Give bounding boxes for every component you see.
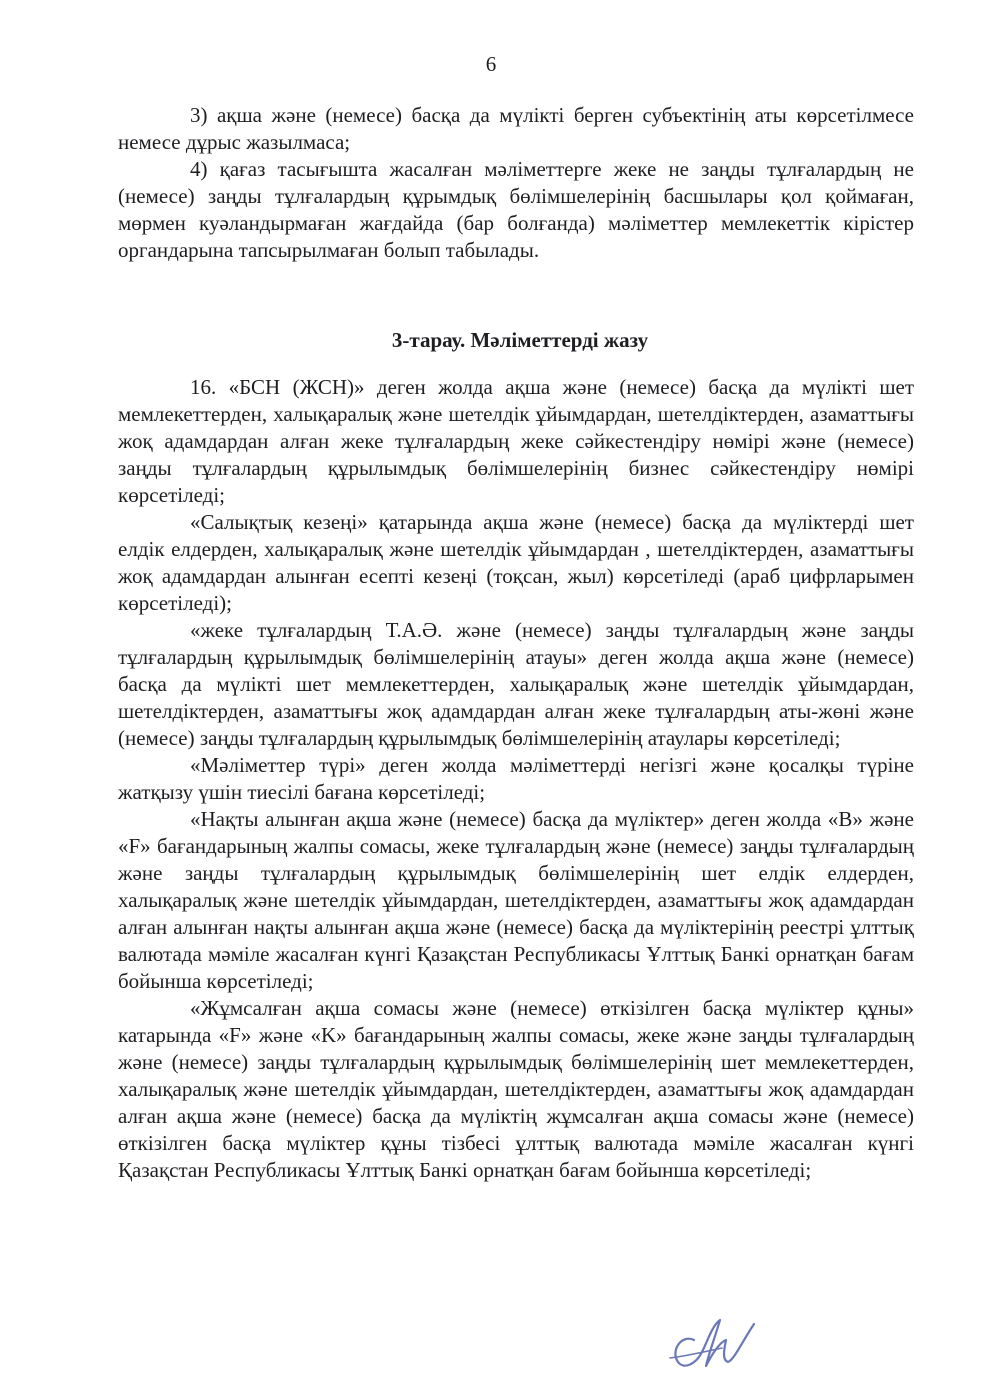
paragraph: «Жұмсалған ақша сомасы және (немесе) өткізілген басқа мүліктер құны» катарында «F» және «K» бағандарының жалпы сомасы, жеке және заңды тұлғалардың және (немесе) заңды тұлғалардың құрылымдық бөлімшелерінің шет мемлекеттерден, халықаралық және шетелдік ұйымдардан, шетелдіктерден, азаматтығы жоқ адамдардан алған ақша және (немесе) басқа да мүліктің жұмсалған ақша сомасы және (немесе) өткізілген басқа мүліктер құны тізбесі ұлттық валютада мәміле жасалған күнгі Қазақстан Республикасы Ұлттық Банкі орнатқан бағам бойынша көрсетіледі; — [118, 996, 914, 1182]
chapter-heading: 3-тарау. Мәліметтерді жазу — [391, 328, 649, 352]
paragraph: «Нақты алынған ақша және (немесе) басқа да мүліктер» деген жолда «B» және «F» бағандарының жалпы сомасы, жеке тұлғалардың және (немесе) заңды тұлғалардың және заңды тұлғалардың құрылымдық бөлімшелерінің шет елдік елдерден, халықаралық және шетелдік ұйымдардан, шетелдіктерден, азаматтығы жоқ адамдардан алған алынған нақты алынған ақша және (немесе) басқа да мүліктерінің реестрі ұлттық валютада мәміле жасалған күнгі Қазақстан Республикасы Ұлттық Банкі орнатқан бағам бойынша көрсетіледі; — [118, 807, 914, 993]
paragraph: 16. «БСН (ЖСН)» деген жолда ақша және (немесе) басқа да мүлікті шет мемлекеттерден, халықаралық және шетелдік ұйымдардан, шетелдіктерден, азаматтығы жоқ адамдардан алған жеке тұлғалардың жеке сәйкестендіру нөмірі және (немесе) заңды тұлғалардың құрылымдық бөлімшелерінің бизнес сәйкестендіру нөмірі көрсетіледі; — [118, 375, 914, 507]
page-number: 6 — [485, 52, 497, 76]
paragraph: «жеке тұлғалардың Т.А.Ә. және (немесе) заңды тұлғалардың және заңды тұлғалардың құрылымдық бөлімшелерінің атауы» деген жолда ақша және (немесе) басқа да мүлікті шет мемлекеттерден, халықаралық және шетелдік ұйымдардан, шетелдіктерден, азаматтығы жоқ адамдардан алған жеке тұлғалардың аты-жөні және (немесе) заңды тұлғалардың құрылымдық бөлімшелерінің атаулары көрсетіледі; — [118, 618, 914, 750]
handwritten-signature — [664, 1312, 764, 1376]
paragraph: 3) ақша және (немесе) басқа да мүлікті берген субъектінің аты көрсетілмесе немесе дұрыс жазылмаса; — [118, 103, 914, 154]
paragraph: «Мәліметтер түрі» деген жолда мәліметтерді негізгі және қосалқы түріне жатқызу үшін тиесілі бағана көрсетіледі; — [118, 753, 914, 804]
paragraph: 4) қағаз тасығышта жасалған мәліметтерге жеке не заңды тұлғалардың не (немесе) заңды тұлғалардың құрымдық бөлімшелерінің басшылары қол қоймаған, мөрмен куәландырмаған жағдайда (бар болғанда) мәліметтер мемлекеттік кірістер органдарына тапсырылмаған болып табылады. — [118, 157, 914, 262]
paragraph: «Салықтық кезеңі» қатарында ақша және (немесе) басқа да мүліктерді шет елдік елдерден, халықаралық және шетелдік ұйымдардан , шетелдіктерден, азаматтығы жоқ адамдардан алынған есепті кезеңі (тоқсан, жыл) көрсетіледі (араб цифрларымен көрсетіледі); — [118, 510, 914, 615]
paragraphs-before-heading — [118, 102, 914, 264]
paragraphs-after-heading — [118, 374, 914, 1184]
